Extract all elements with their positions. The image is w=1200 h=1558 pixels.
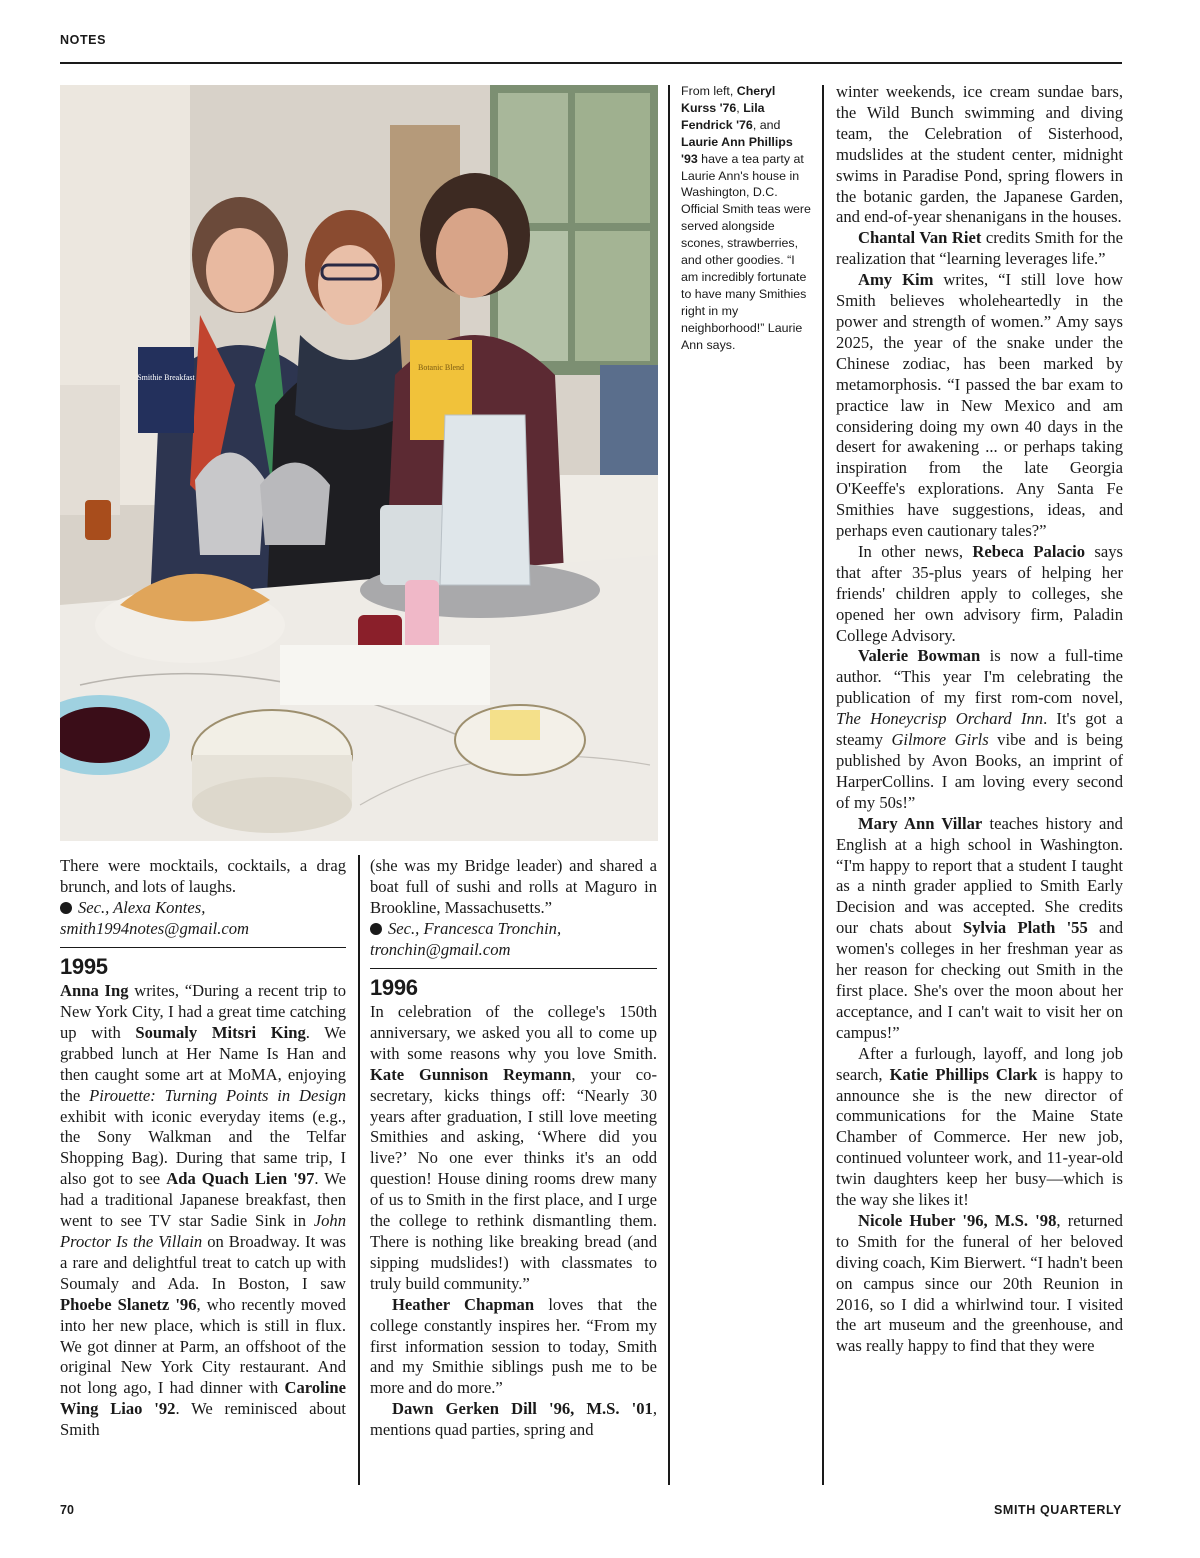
paragraph-chantal (836, 228, 1123, 270)
caption-prefix: From left, (681, 84, 737, 98)
body-text: writes, “I still love how Smith believes wholeheartedly in the power and strength of women.” Amy says 2025, the year of the snake under the Chinese zodiac, has been marked by metamorphosis. “I passed the bar exam to practice law in New Mexico and am considering doing my own 40 days in the desert for awakening ... or perhaps taking inspiration from the late Georgia O'Keeffe's explorations. Any Santa Fe Smithies have suggestions, ideas, and perhaps even cautionary tales?” (836, 270, 1123, 541)
caption-name-lila: Lila Fendrick '76 (681, 100, 765, 132)
name-bold: Kate Gunnison Reymann (370, 1064, 572, 1084)
photo-caption (681, 83, 811, 354)
paragraph-kate (370, 1002, 657, 1295)
body-text: is happy to announce she is the new director of communications for the Maine State Chamber of Commerce. Her new job, continued volunteer work, and 11-year-old twin daughters keep her busy—which is the way she likes it! (836, 1064, 1123, 1210)
header-rule (60, 62, 1122, 64)
show-title: Gilmore Girls (891, 730, 989, 750)
page-number: 70 (60, 1503, 74, 1517)
name-bold: Nicole Huber '96, M.S. '98 (858, 1210, 1057, 1230)
paragraph-dawn-cont: winter weekends, ice cream sundae bars, the Wild Bunch swimming and diving team, the Celebration of Sisterhood, mudslides at the student center, midnight swims in Paradise Pond, spring flowers in the botanic garden, the Japanese Garden, and end-of-year shenanigans in the houses. (836, 82, 1123, 227)
body-text: loves that the college constantly inspires her. “From my first information session to today, Smith and my Smithie siblings push me to be more and do more.” (370, 1294, 657, 1398)
paragraph-rebeca (836, 542, 1123, 647)
book-title: The Honeycrisp Orchard Inn (836, 709, 1044, 729)
body-text: , returned to Smith for the funeral of her beloved diving coach, Kim Bierwert. “I hadn't been on campus since our 20th Reunion in 2016, so I did a whirlwind tour. I visited the art museum and the greenhouse, and was really happy to find that they were (836, 1210, 1123, 1356)
caption-sep: , (736, 100, 744, 115)
body-text: and women's colleges in her freshman year as her reason for checking out Smith in the first place. She's over the moon about her acceptance, and I can't wait to visit her on campus!” (836, 918, 1124, 1042)
body-text: vibe and is being published by Avon Books, an imprint of HarperCollins. I am loving every second of my 50s!” (836, 730, 1123, 812)
column-rule (668, 85, 670, 1485)
body-text: , mentions quad parties, spring and (370, 1399, 657, 1440)
class-year-heading: 1996 (370, 975, 418, 1001)
name-bold: Katie Phillips Clark (889, 1064, 1038, 1084)
column-rule (822, 85, 824, 1485)
paragraph-nicole (836, 1211, 1123, 1357)
body-text: . We reminisced about Smith (60, 1399, 346, 1440)
column-1 (60, 856, 346, 1441)
name-bold: Soumaly Mitsri King (135, 1022, 306, 1042)
caption-name-cheryl: Cheryl Kurss '76 (681, 84, 776, 115)
body-text: In celebration of the college's 150th anniversary, we asked you all to come up with some reasons why you love Smith. (370, 1002, 657, 1063)
secretary-1994 (60, 898, 346, 919)
name-bold: Sylvia Plath '55 (962, 918, 1088, 938)
section-divider (370, 968, 657, 970)
name-bold: Valerie Bowman (858, 646, 981, 666)
section-divider (60, 947, 346, 949)
paragraph-amy (836, 270, 1123, 542)
body-text: teaches history and English at a high school in Washington. “I'm happy to report that a student I taught as a ninth grader applied to Smith Early Decision and was accepted. She credits our chats about (836, 813, 1123, 938)
caption-sep: , and (752, 117, 781, 132)
secretary-email[interactable]: smith1994notes@gmail.com (60, 918, 250, 938)
body-text: exhibit with iconic everyday items (e.g., the Sony Walkman and the Telfar Shopping Bag). During that same trip, I also got to see (60, 1106, 346, 1189)
name-bold: Rebeca Palacio (972, 541, 1085, 561)
box-left-title: Smithie Breakfast (137, 373, 195, 382)
paragraph-heather (370, 1295, 657, 1400)
paragraph-katie (836, 1044, 1123, 1211)
tea-party-photo (60, 85, 658, 841)
play-title: John Proctor Is the Villain (60, 1211, 346, 1251)
paragraph-mary-ann (836, 814, 1123, 1044)
name-bold: Mary Ann Villar (858, 813, 983, 833)
caption-text: have a tea party at Laurie Ann's house in Washington, D.C. Official Smith teas were served alongside scones, strawberries, and other goodies. “I am incredibly fortunate to have many Smithies right in my neighborhood!” Laurie Ann says. (681, 151, 811, 352)
caption-name-laurie: Laurie Ann Phillips '93 (681, 134, 793, 166)
name-bold: Heather Chapman (392, 1294, 535, 1314)
secretary-name: Sec., Alexa Kontes, (78, 897, 206, 917)
exhibit-title: Pirouette: Turning Points in Design (89, 1085, 346, 1105)
body-text: on Broadway. It was a rare and delightful treat to catch up with Soumaly and Ada. In Boston, I saw (60, 1232, 346, 1293)
box-right-title: Botanic Blend (418, 363, 464, 372)
body-text: . We had a traditional Japanese breakfast, then went to see TV star Sadie Sink in (60, 1169, 347, 1231)
paragraph-anna-ing (60, 981, 346, 1441)
name-bold: Amy Kim (858, 270, 934, 290)
publication-name: SMITH QUARTERLY (994, 1503, 1122, 1517)
class-year-heading: 1995 (60, 954, 108, 980)
column-3 (836, 82, 1123, 1357)
body-text: , your co-secretary, kicks things off: “Nearly 30 years after graduation, I still love meeting Smithies and asking, ‘Where did you live?’ No one ever thinks it's an odd question! House dining rooms drew many of us to Smith in the first place, and I urge the college to rethink dismantling them. There is nothing like breaking bread (and sipping mudslides!) with classmates to truly build community.” (370, 1064, 657, 1293)
bullet-icon (60, 902, 72, 914)
column-rule (358, 855, 360, 1485)
paragraph-dawn (370, 1399, 657, 1441)
paragraph-1995-close: (she was my Bridge leader) and shared a boat full of sushi and rolls at Maguro in Brookline, Massachusetts.” (370, 856, 657, 917)
name-bold: Caroline Wing Liao '92 (60, 1378, 346, 1419)
name-bold: Anna Ing (60, 981, 129, 1001)
body-text: After a furlough, layoff, and long job search, (836, 1043, 1123, 1084)
name-bold: Dawn Gerken Dill '96, M.S. '01 (392, 1399, 653, 1419)
body-text: In other news, (858, 541, 973, 561)
body-text: . We grabbed lunch at Her Name Is Han and then caught some art at MoMA, enjoying the (60, 1022, 346, 1105)
name-bold: Chantal Van Riet (858, 228, 982, 248)
body-text: says that after 35-plus years of helping her friends' children apply to colleges, she opened her own advisory firm, Paladin College Advisory. (836, 541, 1123, 645)
body-text: , who recently moved into her new place, which is still in flux. We got dinner at Parm, an offshoot of the original New York City restaurant. And not long ago, I had dinner with (60, 1294, 346, 1398)
body-text: . It's got a steamy (836, 709, 1123, 750)
body-text: credits Smith for the realization that “learning leverages life.” (836, 228, 1123, 269)
secretary-1995 (370, 919, 657, 940)
bullet-icon (370, 923, 382, 935)
secretary-name: Sec., Francesca Tronchin, (388, 918, 562, 938)
section-label: NOTES (60, 33, 107, 47)
body-text: is now a full-time author. “This year I'm celebrating the publication of my first rom-com novel, (836, 646, 1123, 708)
tea-party-illustration (60, 85, 658, 841)
paragraph-valerie (836, 646, 1123, 813)
name-bold: Phoebe Slanetz '96 (60, 1294, 197, 1314)
column-2 (370, 856, 657, 1441)
body-text: writes, “During a recent trip to New York City, I had a great time catching up with (60, 981, 347, 1042)
secretary-email[interactable]: tronchin@gmail.com (370, 939, 511, 959)
paragraph-1994-close: There were mocktails, cocktails, a drag brunch, and lots of laughs. (60, 856, 346, 896)
name-bold: Ada Quach Lien '97 (166, 1169, 315, 1189)
